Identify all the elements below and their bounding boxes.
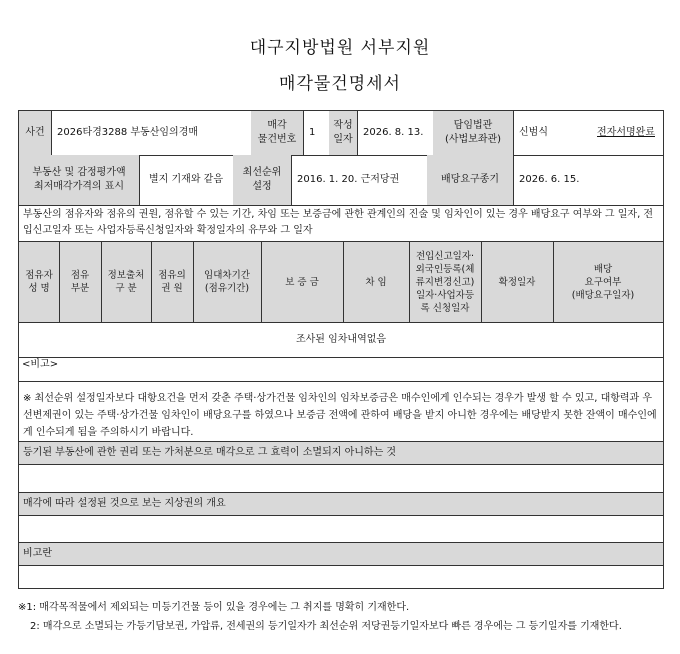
- item-number-value: 1: [309, 127, 316, 138]
- column-header-1: 점유자 성 명: [25, 270, 53, 294]
- empty-occupancy-note: 조사된 임차내역없음: [295, 334, 387, 345]
- column-header-6: 보 증 금: [285, 276, 319, 288]
- occupancy-intro: 부동산의 점유자와 점유의 권원, 점유할 수 있는 기간, 차임 또는 보증금에 관한 관계인의 진술 및 임차인이 있는 경우 배당요구 여부와 그 일자, 전입신고일자 또는 사업자등록신청일자와 확정일자의 유무와 그 일자: [23, 209, 654, 236]
- column-header-9: 확정일자: [498, 276, 536, 288]
- item-number-label: 매각 물건번호: [251, 111, 303, 155]
- notice-text: ※ 최선순위 설정일자보다 대항요건을 먼저 갖춘 주택·상가건물 임차인의 임차보증금은 매수인에게 인수되는 경우가 발생 할 수 있고, 대항력과 우선변제권이 있는 주택·상가건물 임차인이 배당요구를 하였으나 보증금 전액에 관하여 배당을 받지 아니한 경우에는 배당받지 못한 잔액이 매수인에게 인수되게 됨을 주의하시기 바랍니다.: [23, 393, 657, 438]
- priority-label: 최선순위 설정: [233, 155, 291, 205]
- court-name: 대구지방법원 서부지원: [249, 38, 431, 58]
- column-header-4: 점유의 권 원: [158, 270, 186, 294]
- section-surface-rights: 매각에 따라 설정된 것으로 보는 지상권의 개요: [19, 493, 663, 515]
- section-remarks: 비고란: [19, 543, 663, 565]
- document-title: 매각물건명세서: [279, 74, 401, 94]
- case-info-table: [18, 110, 664, 206]
- footnote-1: ※1: 매각목적물에서 제외되는 미등기건물 등이 있을 경우에는 그 취지를 명확히 기재한다.: [18, 602, 410, 613]
- signature-stamp: 전자서명완료: [597, 127, 655, 138]
- case-value: 2026타경3288 부동산임의경매: [57, 127, 199, 138]
- column-header-7: 차 임: [365, 276, 387, 288]
- written-date-label: 작성 일자: [329, 111, 357, 155]
- column-header-2: 점유 부분: [70, 270, 90, 294]
- footnote-2: 2: 매각으로 소멸되는 가등기담보권, 가압류, 전세권의 등기일자가 최선순위 저당권등기일자보다 빠른 경우에는 그 등기일자를 기재한다.: [30, 621, 622, 632]
- remarks-label: <비고>: [22, 359, 59, 370]
- column-header-10: 배당 요구여부 (배당요구일자): [571, 263, 635, 301]
- column-header-5: 임대차기간 (점유기간): [204, 270, 250, 294]
- section-uncanceled-rights: 등기된 부동산에 관한 권리 또는 가처분으로 매각으로 그 효력이 소멸되지 아니하는 것: [19, 442, 663, 464]
- valuation-value: 별지 기재와 같음: [149, 174, 223, 185]
- priority-value: 2016. 1. 20. 근저당권: [297, 174, 400, 185]
- occupancy-table: [18, 206, 664, 589]
- column-header-8: 전입신고일자· 외국인등록(체 류지변경신고) 일자·사업자등 록 신청일자: [415, 250, 475, 314]
- written-date-value: 2026. 8. 13.: [363, 127, 424, 138]
- valuation-label: 부동산 및 감정평가액 최저매각가격의 표시: [19, 155, 139, 205]
- case-label: 사건: [19, 111, 51, 155]
- judge-label: 담임법관 (사법보좌관): [433, 111, 513, 155]
- column-header-3: 정보출처 구 분: [107, 270, 145, 294]
- judge-value: 신범식: [519, 127, 548, 138]
- deadline-value: 2026. 6. 15.: [519, 174, 580, 185]
- deadline-label: 배당요구종기: [427, 155, 513, 205]
